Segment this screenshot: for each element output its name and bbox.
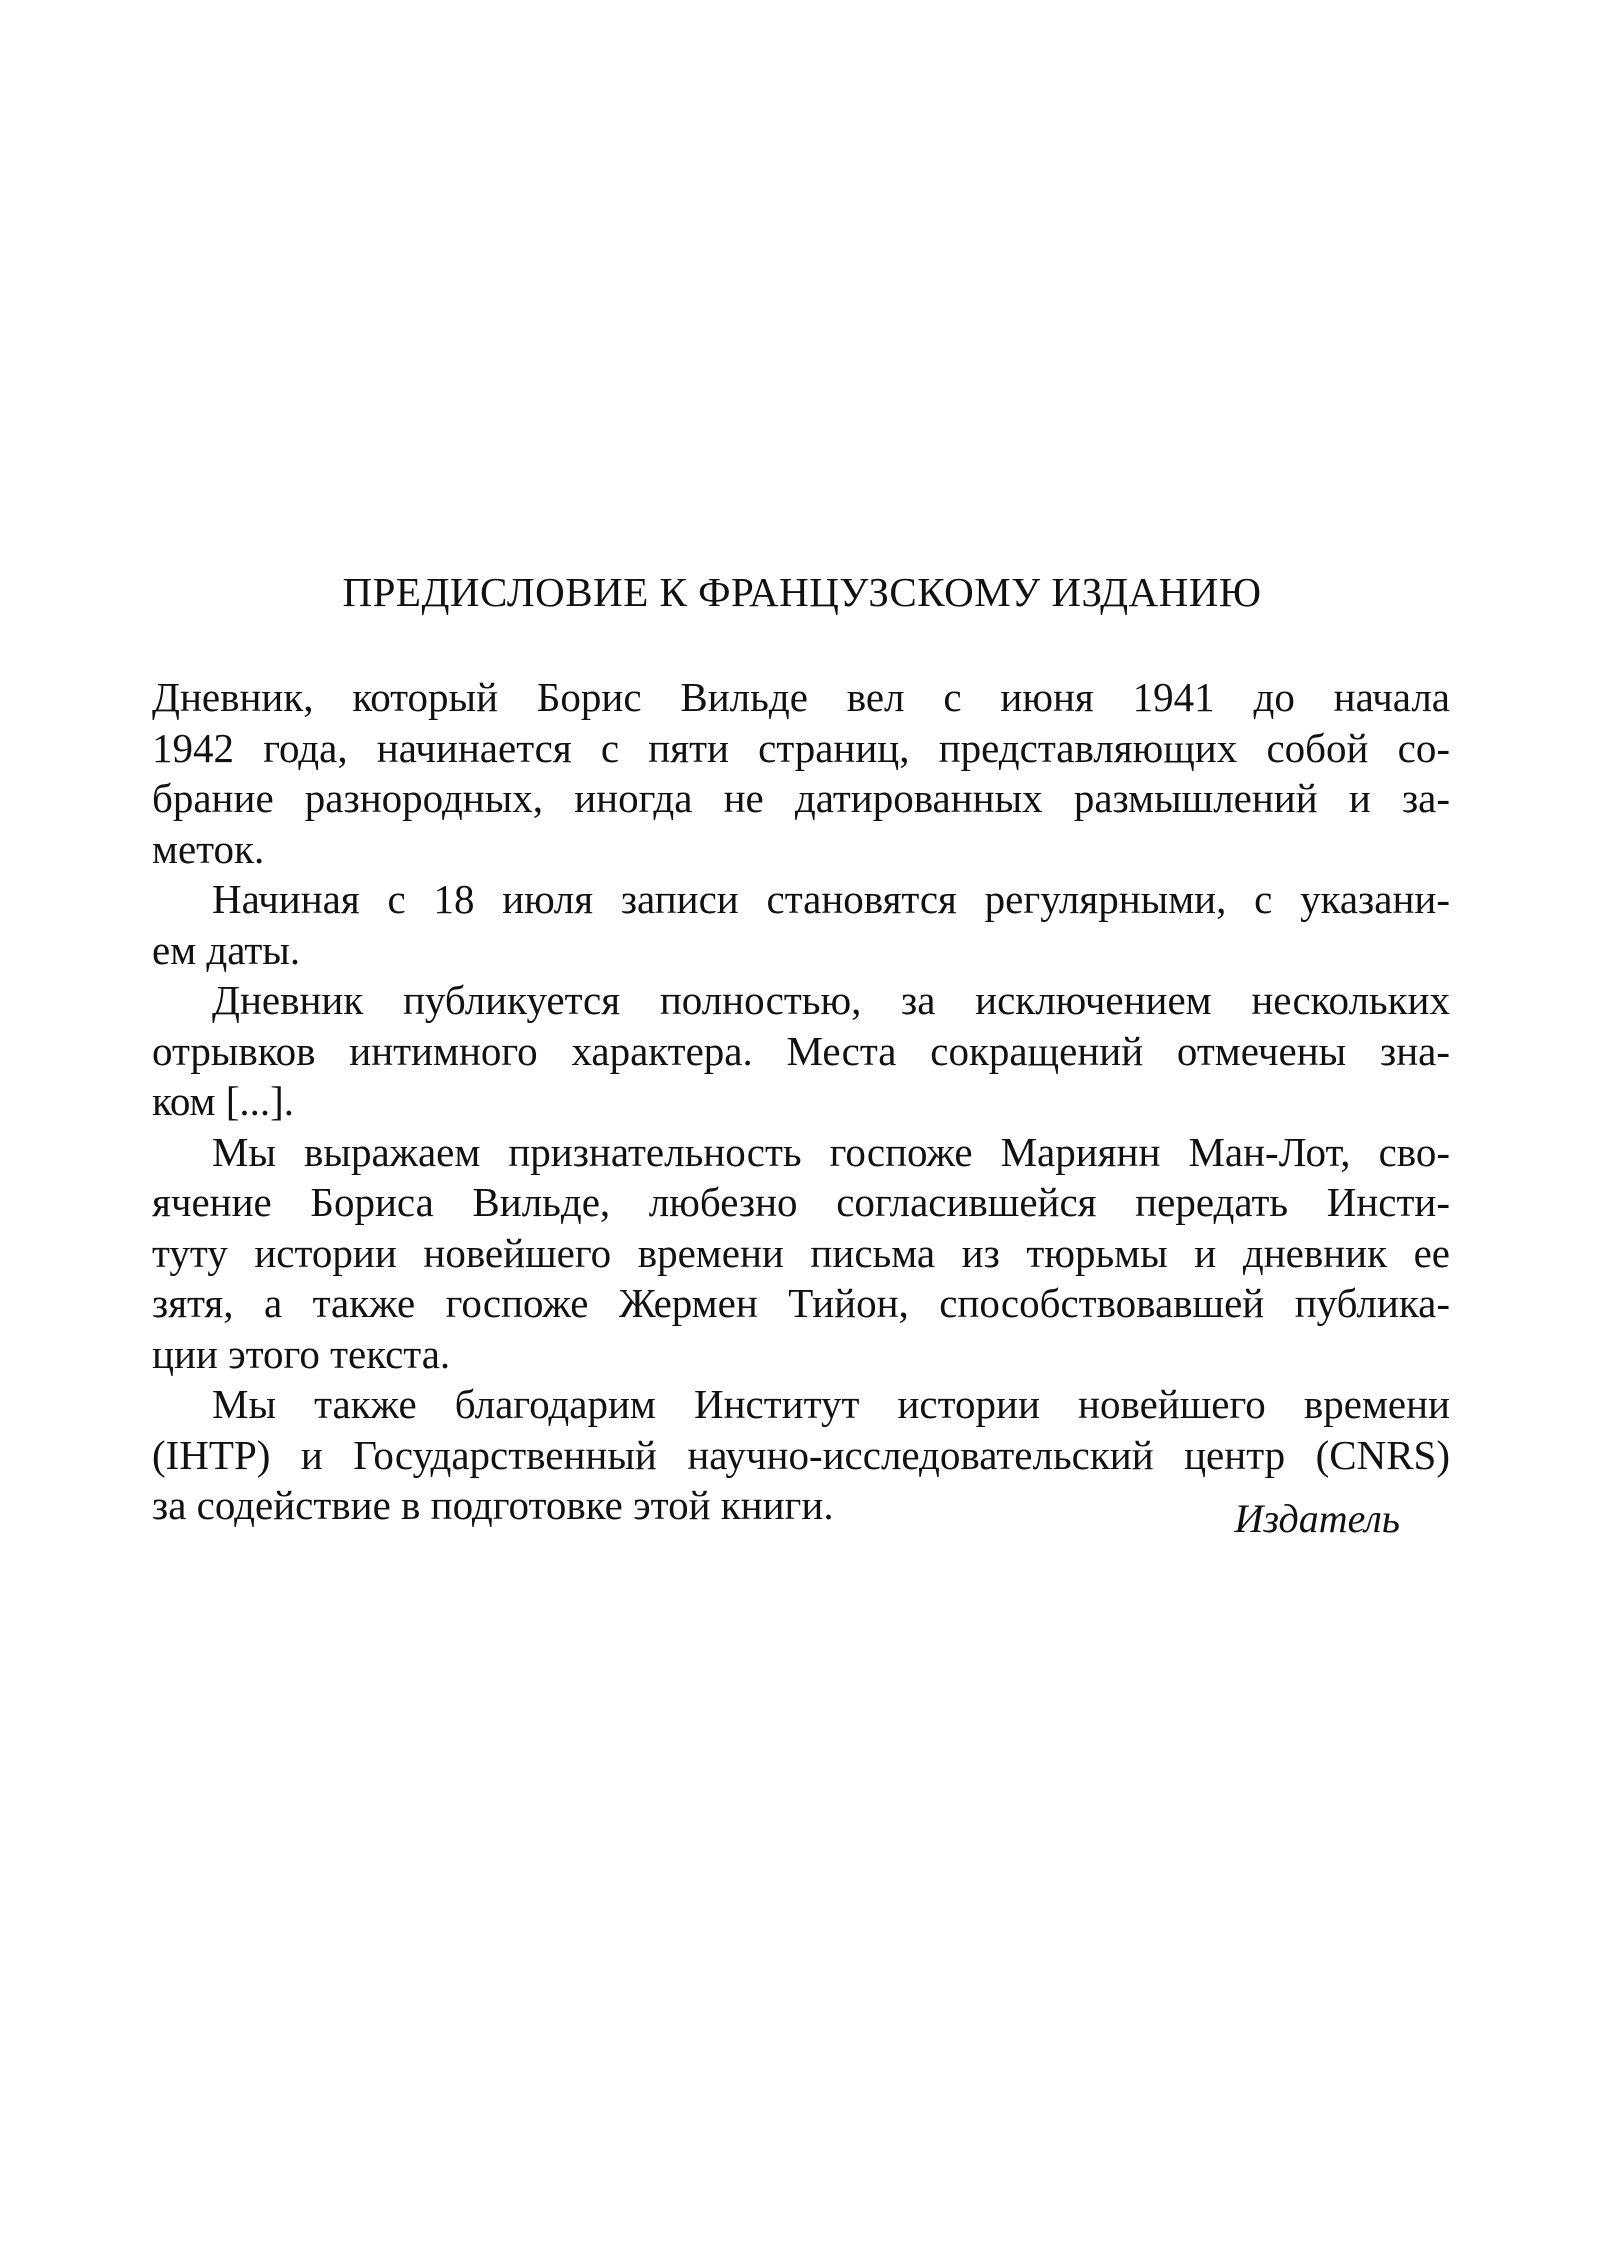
text-line: Дневник публикуется полностью, за исключением нескольких xyxy=(212,977,1450,1023)
page-title: ПРЕДИСЛОВИЕ К ФРАНЦУЗСКОМУ ИЗДАНИЮ xyxy=(342,569,1262,615)
text-line: отрывков интимного характера. Места сокращений отмечены зна- xyxy=(152,1027,1450,1074)
text-line: Мы также благодарим Институт истории новейшего времени xyxy=(212,1381,1450,1427)
text-line: меток. xyxy=(152,825,265,872)
text-line: ком [...]. xyxy=(152,1078,295,1124)
text-line: Начиная с 18 июля записи становятся регулярными, с указани- xyxy=(212,876,1450,922)
signature: Издатель xyxy=(1234,1496,1400,1541)
text-line: ции этого текста. xyxy=(152,1330,451,1377)
text-line: 1942 года, начинается с пяти страниц, представляющих собой со- xyxy=(152,724,1450,771)
body-text xyxy=(152,672,1450,1531)
text-line: брание разнородных, иногда не датированных размышлений и за- xyxy=(152,775,1450,821)
text-line: Дневник, который Борис Вильде вел с июня 1941 до начала xyxy=(152,674,1450,720)
text-line: за содействие в подготовке этой книги. xyxy=(152,1482,834,1528)
text-line: ячение Бориса Вильде, любезно согласившейся передать Инсти- xyxy=(152,1179,1450,1225)
text-line: туту истории новейшего времени письма из тюрьмы и дневник ее xyxy=(152,1229,1450,1276)
text-line: (IHTP) и Государственный научно-исследовательский центр (CNRS) xyxy=(152,1431,1450,1478)
text-line: зятя, а также госпоже Жермен Тийон, способствовавшей публика- xyxy=(152,1280,1450,1326)
text-line: ем даты. xyxy=(152,926,301,973)
text-line: Мы выражаем признательность госпоже Мариянн Ман-Лот, сво- xyxy=(212,1128,1450,1175)
